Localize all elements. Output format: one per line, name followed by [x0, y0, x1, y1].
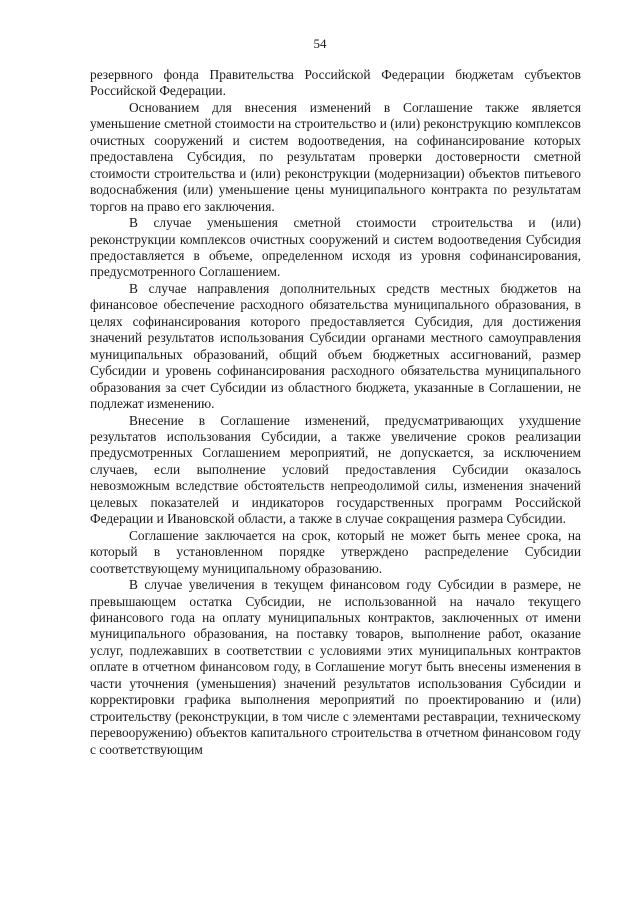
paragraph: В случае уменьшения сметной стоимости строительства и (или) реконструкции комплексов очистных сооружений и систем водоотведения Субсидия предоставляется в объеме, определенном исходя из уровня софинансирования, предусмотренного Соглашением.	[90, 215, 581, 280]
paragraph: Внесение в Соглашение изменений, предусматривающих ухудшение результатов использования Субсидии, а также увеличение сроков реализации предусмотренных Соглашением мероприятий, не допускается, за исключением случаев, если выполнение условий предоставления Субсидии оказалось невозможным вследствие обстоятельств непреодолимой силы, изменения значений целевых показателей и индикаторов государственных программ Российской Федерации и Ивановской области, а также в случае сокращения размера Субсидии.	[90, 412, 581, 527]
paragraph: Соглашение заключается на срок, который не может быть менее срока, на который в установленном порядке утверждено распределение Субсидии соответствующему муниципальному образованию.	[90, 527, 581, 576]
paragraph: Основанием для внесения изменений в Соглашение также является уменьшение сметной стоимости на строительство и (или) реконструкцию комплексов очистных сооружений и систем водоотведения, на софинансирование которых предоставлена Субсидия, по результатам проверки достоверности сметной стоимости строительства и (или) реконструкции (модернизации) объектов питьевого водоснабжения (или) уменьшение цены муниципального контракта по результатам торгов на право его заключения.	[90, 99, 581, 214]
paragraph: В случае увеличения в текущем финансовом году Субсидии в размере, не превышающем остатка Субсидии, не использованной на начало текущего финансового года на оплату муниципальных контрактов, заключенных от имени муниципального образования, на поставку товаров, выполнение работ, оказание услуг, подлежавших в соответствии с условиями этих муниципальных контрактов оплате в отчетном финансовом году, в Соглашение могут быть внесены изменения в части уточнения (уменьшения) значений результатов использования Субсидии и корректировки графика выполнения мероприятий по проектированию и (или) строительству (реконструкции, в том числе с элементами реставрации, техническому перевооружению) объектов капитального строительства в отчетном финансовом году с соответствующим	[90, 577, 581, 757]
document-body	[90, 67, 581, 758]
paragraph: В случае направления дополнительных средств местных бюджетов на финансовое обеспечение расходного обязательства муниципального образования, в целях софинансирования которого предоставляется Субсидия, для достижения значений результатов использования Субсидии органами местного самоуправления муниципальных образований, общий объем бюджетных ассигнований, размер Субсидии и уровень софинансирования расходного обязательства муниципального образования за счет Субсидии из областного бюджета, указанные в Соглашении, не подлежат изменению.	[90, 280, 581, 412]
page-number: 54	[313, 36, 327, 51]
paragraph-continuation: резервного фонда Правительства Российской Федерации бюджетам субъектов Российской Федерации.	[90, 67, 581, 99]
